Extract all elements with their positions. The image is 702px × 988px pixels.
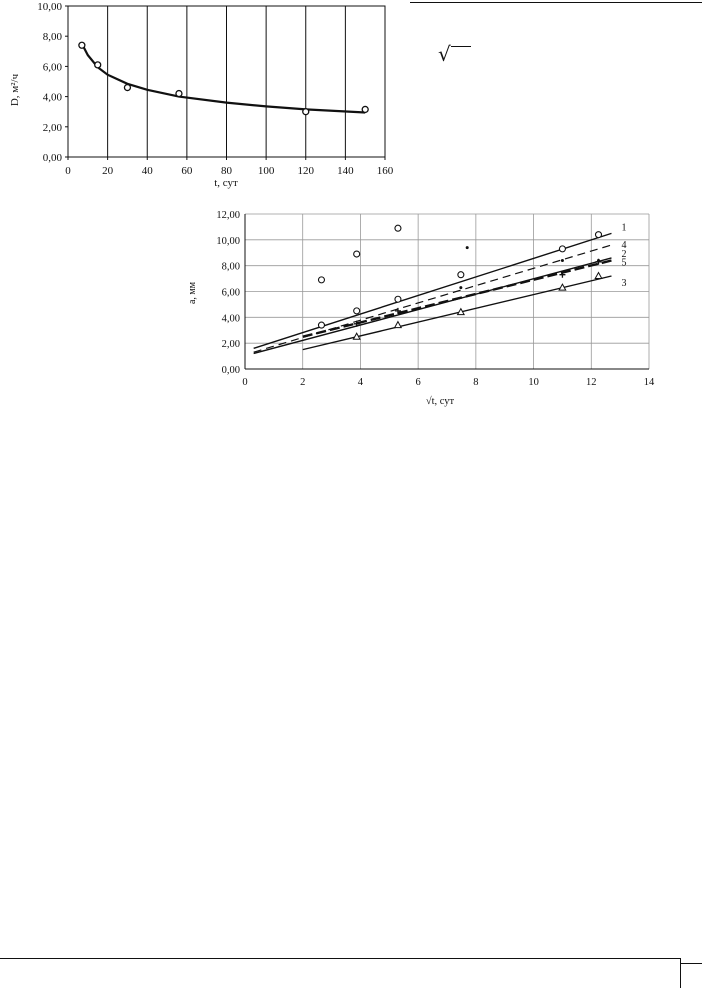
y-tick-label: 12,00 — [216, 210, 240, 221]
data-point-circle — [354, 251, 360, 257]
trend-line-5 — [303, 261, 612, 337]
data-point-triangle — [595, 273, 602, 279]
x-axis-title: t, сут — [214, 177, 238, 189]
data-point — [79, 42, 85, 48]
data-point-circle — [318, 322, 324, 328]
y-tick-label: 6,00 — [221, 287, 240, 299]
header-rule — [410, 2, 702, 3]
y-tick-label: 4,00 — [221, 313, 240, 325]
trend-line-1 — [254, 233, 612, 348]
y-tick-label: 8,00 — [221, 261, 240, 273]
line-label-1: 1 — [621, 222, 627, 234]
trend-curve — [82, 44, 365, 113]
data-point — [176, 91, 182, 97]
x-tick-label: 20 — [102, 165, 114, 177]
x-tick-label: 140 — [337, 165, 354, 177]
line-label-5: 5 — [621, 257, 627, 269]
diffusion-chart — [0, 0, 410, 190]
x-tick-label: 2 — [300, 377, 306, 388]
y-axis-title: a, мм — [187, 281, 198, 305]
data-point-circle — [395, 296, 401, 302]
data-point-dot — [466, 246, 469, 249]
x-tick-label: 8 — [473, 377, 479, 388]
x-tick-label: 160 — [376, 165, 394, 177]
data-point-circle — [354, 308, 360, 314]
data-point-circle — [596, 232, 602, 238]
y-tick-label: 0,00 — [221, 365, 240, 376]
data-point — [303, 109, 309, 115]
y-tick-label: 10,00 — [216, 235, 240, 247]
x-axis-title: √t, сут — [425, 396, 455, 407]
line-label-4: 4 — [621, 240, 627, 251]
x-tick-label: 100 — [257, 165, 275, 177]
data-point-circle — [559, 246, 565, 252]
data-point-circle — [458, 272, 464, 278]
x-tick-label: 80 — [221, 165, 232, 177]
x-tick-label: 6 — [415, 377, 421, 388]
trend-line-3 — [303, 276, 612, 350]
y-tick-label: 6,00 — [42, 61, 62, 74]
x-tick-label: 0 — [242, 377, 248, 388]
page-number-box — [680, 963, 702, 988]
y-tick-label: 2,00 — [42, 121, 62, 134]
x-tick-label: 14 — [643, 377, 655, 388]
penetration-chart — [185, 200, 665, 410]
x-tick-label: 60 — [181, 165, 193, 177]
y-tick-label: 4,00 — [42, 91, 62, 104]
data-point — [362, 106, 368, 112]
y-axis-title: D, м²/ч — [9, 73, 21, 107]
data-point-triangle — [395, 322, 402, 328]
x-tick-label: 40 — [141, 165, 153, 177]
line-label-3: 3 — [621, 278, 627, 289]
data-point-dot — [459, 286, 462, 289]
data-point — [95, 62, 101, 68]
x-tick-label: 4 — [357, 377, 364, 388]
data-point-circle — [395, 225, 401, 231]
y-tick-label: 10,00 — [37, 1, 62, 13]
y-tick-label: 0,00 — [42, 152, 62, 164]
data-point — [124, 85, 130, 91]
x-tick-label: 12 — [586, 377, 597, 388]
page-footer-frame — [0, 958, 681, 988]
x-tick-label: 10 — [528, 377, 539, 388]
data-point-circle — [318, 277, 324, 283]
data-point-dot — [561, 259, 564, 262]
y-tick-label: 2,00 — [221, 339, 240, 351]
sqrt-symbol: √ — [438, 42, 471, 66]
line-label-2: 2 — [621, 248, 627, 260]
x-tick-label: 0 — [65, 165, 71, 177]
y-tick-label: 8,00 — [42, 31, 62, 44]
x-tick-label: 120 — [297, 165, 314, 177]
